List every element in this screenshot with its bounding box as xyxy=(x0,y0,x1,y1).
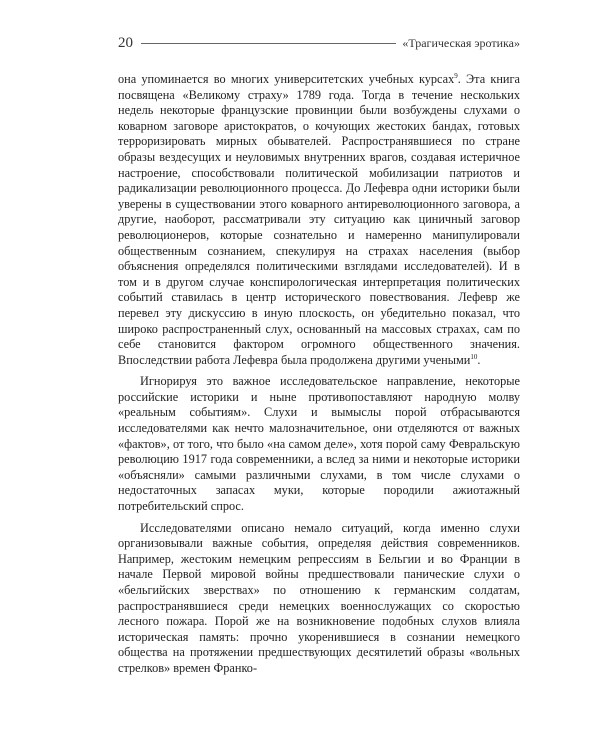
paragraph-3: Исследователями описано немало ситуаций, когда именно слухи организовывали важные события, определяя действия современников. Например, жестоким немецким репрессиям в Бельгии и во Франции в начале Первой мировой войны предшествовали панические слухи о «бельгийских зверствах» по отношению к германским солдатам, распространявшиеся среди немецких военнослужащих со скоростью лесного пожара. Порой же на возникновение подобных слухов влияла историческая память: прочно укоренившиеся в сознании немецкого общества на протяжении предшествующих десятилетий образы «вольных стрелков» времен Франко- xyxy=(118,520,520,675)
paragraph-2: Игнорируя это важное исследовательское направление, некоторые российские историки и ныне противопоставляют народную молву «реальным событиям». Слухи и вымыслы порой отбрасываются исследователями как нечто малозначительное, они отделяются от важных «фактов», от того, что было «на самом деле», хотя порой саму Февральскую революцию 1917 года современники, а вслед за ними и некоторые историки «объясняли» самыми различными слухами, в том числе слухами о недостаточных запасах муки, которые породили ажиотажный потребительский спрос. xyxy=(118,374,520,514)
paragraph-1 xyxy=(118,72,520,368)
paragraph-1-text: она упоминается во многих университетских учебных курсах xyxy=(118,72,455,86)
running-title: «Трагическая эротика» xyxy=(402,35,520,50)
footnote-ref-9: 9 xyxy=(454,71,458,80)
paragraph-1-rest: . Эта книга посвящена «Великому страху» 1789 года. Тогда в течение нескольких недель некоторые французские провинции были возбуждены слухами о коварном заговоре аристократов, о кочующих жестоких бандах, готовых терроризировать мирных обывателей. Распространявшиеся по стране образы вездесущих и неуловимых внутренних врагов, создавая истеричное настроение, способствовали политической мобилизации патриотов и радикализации революционного процесса. До Лефевра одни историки были уверены в существовании этого коварного антиреволюционного заговора, а другие, наоборот, рассматривали эту ситуацию как циничный заговор революционеров, которые сознательно и намеренно манипулировали общественным сознанием, спекулируя на страхах населения (выбор объяснения определялся политическими взглядами исследователей). И в том и в другом случае конспирологическая интерпретация политических событий ставилась в центр исторического повествования. Лефевр же перевел эту дискуссию в иную плоскость, он убедительно показал, что широко распространенный слух, основанный на массовых страхах, сам по себе становится фактором огромного общественного значения. Впоследствии работа Лефевра была продолжена другими учеными xyxy=(118,72,521,367)
page-number: 20 xyxy=(118,34,133,51)
page-header xyxy=(118,34,520,52)
body-text xyxy=(118,72,520,677)
paragraph-1-end: . xyxy=(477,352,481,367)
header-rule xyxy=(141,43,396,44)
footnote-ref-10: 10 xyxy=(470,352,478,361)
